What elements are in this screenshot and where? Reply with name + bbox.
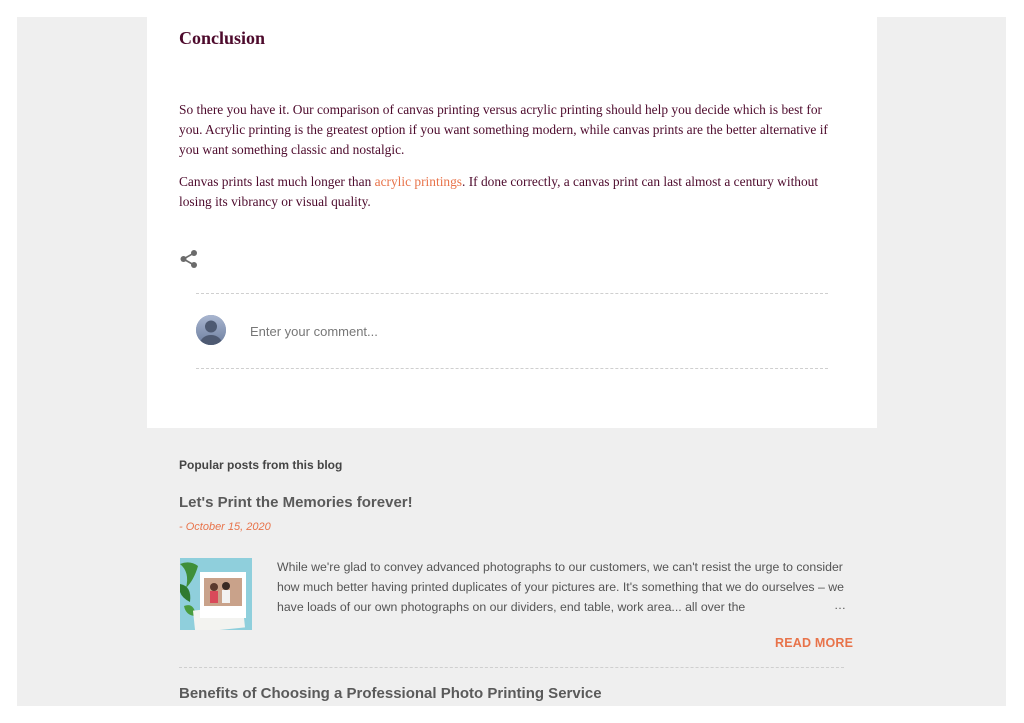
post-paragraph: So there you have it. Our comparison of canvas printing versus acrylic printing should help you decide which is best for you. Acrylic printing is the greatest option if you want something modern, while canvas prints are the better alternative if you want something classic and nostalgic.: [179, 102, 828, 157]
post-body: [179, 100, 847, 224]
comment-input[interactable]: [250, 321, 810, 341]
popular-posts-heading: Popular posts from this blog: [179, 458, 343, 472]
post-card: [147, 17, 877, 428]
post-heading: Conclusion: [179, 28, 266, 48]
snippet-ellipsis[interactable]: …: [834, 598, 846, 612]
share-icon: [179, 249, 199, 269]
read-more-link[interactable]: READ MORE: [775, 636, 854, 650]
post-text: Canvas prints last much longer than: [179, 174, 375, 189]
share-button[interactable]: [179, 249, 199, 269]
post-thumbnail[interactable]: [180, 558, 252, 630]
popular-post-title-link[interactable]: Benefits of Choosing a Professional Photo Printing Service: [179, 685, 602, 702]
acrylic-printings-link[interactable]: acrylic printings: [374, 174, 463, 189]
user-avatar-icon: [196, 315, 226, 345]
post-snippet: While we're glad to convey advanced photographs to our customers, we can't resist the urge to consider how much better having printed duplicates of your pictures are. It's something that we do ourselves – we have loads of our own photographs on our dividers, end table, work area... all over the: [277, 560, 844, 614]
popular-post-title-link[interactable]: Let's Print the Memories forever!: [179, 494, 413, 511]
post-date: - October 15, 2020: [179, 521, 271, 533]
post-paragraph: [179, 172, 847, 212]
post-divider: [179, 667, 844, 668]
post-text: . If done correctly, a canvas print can last almost a century without losing its vibrancy or visual quality.: [179, 174, 819, 209]
comment-box: [196, 293, 828, 369]
snippet-fade: [760, 597, 830, 617]
